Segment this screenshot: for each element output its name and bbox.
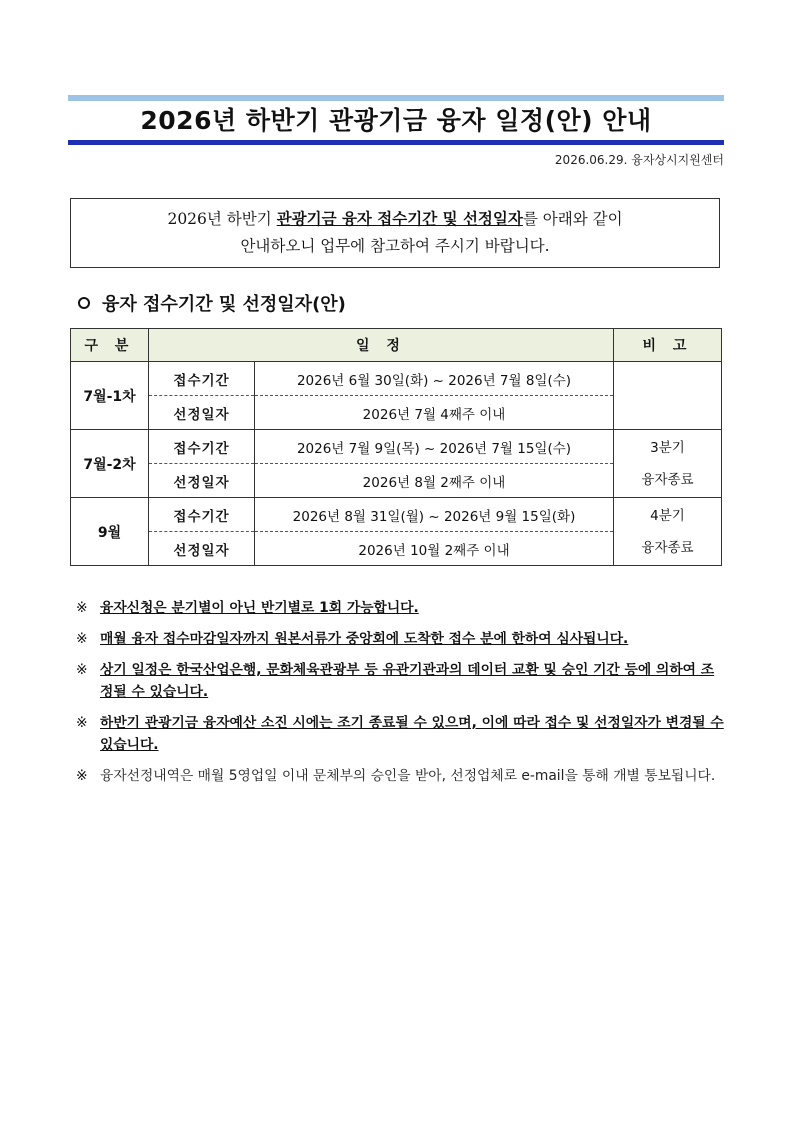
table-row	[71, 362, 722, 396]
apply-label: 접수기간	[149, 498, 255, 532]
notice-post: 를 아래와 같이	[522, 210, 623, 228]
apply-dates: 2026년 8월 31일(월) ~ 2026년 9월 15일(화)	[255, 498, 614, 532]
select-label: 선정일자	[149, 464, 255, 498]
apply-dates: 2026년 6월 30일(화) ~ 2026년 7월 8일(수)	[255, 362, 614, 396]
note-cell	[614, 362, 722, 430]
section-heading	[78, 290, 346, 316]
reference-mark-icon: ※	[76, 631, 88, 647]
note-line-2: 융자종료	[641, 539, 694, 556]
apply-dates: 2026년 7월 9일(목) ~ 2026년 7월 15일(수)	[255, 430, 614, 464]
reference-mark-icon: ※	[76, 768, 88, 784]
reference-mark-icon: ※	[76, 600, 88, 616]
remark-text: 매월 융자 접수마감일자까지 원본서류가 중앙회에 도착한 접수 분에 한하여 심사됩니다.	[100, 631, 629, 647]
notice-box	[70, 198, 720, 268]
remark-text: 하반기 관광기금 융자예산 소진 시에는 조기 종료될 수 있으며, 이에 따라 접수 및 선정일자가 변경될 수 있습니다.	[100, 715, 724, 753]
header-note: 비 고	[614, 329, 722, 362]
issue-dateline: 2026.06.29. 융자상시지원센터	[554, 153, 724, 167]
note-line-1: 4분기	[650, 507, 685, 524]
page-title: 2026년 하반기 관광기금 융자 일정(안) 안내	[140, 106, 652, 135]
remark-text: 상기 일정은 한국산업은행, 문화체육관광부 등 유관기관과의 데이터 교환 및 승인 기간 등에 의하여 조정될 수 있습니다.	[100, 662, 715, 700]
note-line-2: 융자종료	[641, 471, 694, 488]
table-header-row	[71, 329, 722, 362]
remark-text: 융자신청은 분기별이 아닌 반기별로 1회 가능합니다.	[100, 600, 419, 616]
notice-highlight: 관광기금 융자 접수기간 및 선정일자	[276, 210, 523, 228]
select-date: 2026년 7월 4째주 이내	[255, 396, 614, 430]
remark-item	[76, 765, 726, 787]
round-label: 7월-1차	[71, 362, 149, 430]
note-line-1: 3분기	[650, 439, 685, 456]
table-row	[71, 498, 722, 532]
section-heading-text: 융자 접수기간 및 선정일자(안)	[102, 294, 346, 315]
notice-line-1	[71, 206, 719, 233]
remark-item	[76, 597, 726, 619]
apply-label: 접수기간	[149, 362, 255, 396]
note-cell	[614, 498, 722, 566]
header-schedule: 일 정	[149, 329, 614, 362]
header-category: 구 분	[71, 329, 149, 362]
schedule-table	[70, 328, 722, 566]
apply-label: 접수기간	[149, 430, 255, 464]
remarks-list	[76, 597, 726, 796]
reference-mark-icon: ※	[76, 715, 88, 731]
select-date: 2026년 8월 2째주 이내	[255, 464, 614, 498]
bullet-circle-icon	[78, 297, 90, 309]
note-cell	[614, 430, 722, 498]
notice-line-2: 안내하오니 업무에 참고하여 주시기 바랍니다.	[240, 237, 550, 255]
remark-text: 융자선정내역은 매월 5영업일 이내 문체부의 승인을 받아, 선정업체로 e-mail을 통해 개별 통보됩니다.	[100, 768, 716, 784]
select-label: 선정일자	[149, 532, 255, 566]
remark-item	[76, 628, 726, 650]
reference-mark-icon: ※	[76, 662, 88, 678]
remark-item	[76, 659, 726, 703]
select-date: 2026년 10월 2째주 이내	[255, 532, 614, 566]
round-label: 9월	[71, 498, 149, 566]
round-label: 7월-2차	[71, 430, 149, 498]
select-label: 선정일자	[149, 396, 255, 430]
remark-item	[76, 712, 726, 756]
notice-pre: 2026년 하반기	[167, 210, 277, 228]
table-row	[71, 430, 722, 464]
title-bottom-rule	[68, 140, 724, 145]
